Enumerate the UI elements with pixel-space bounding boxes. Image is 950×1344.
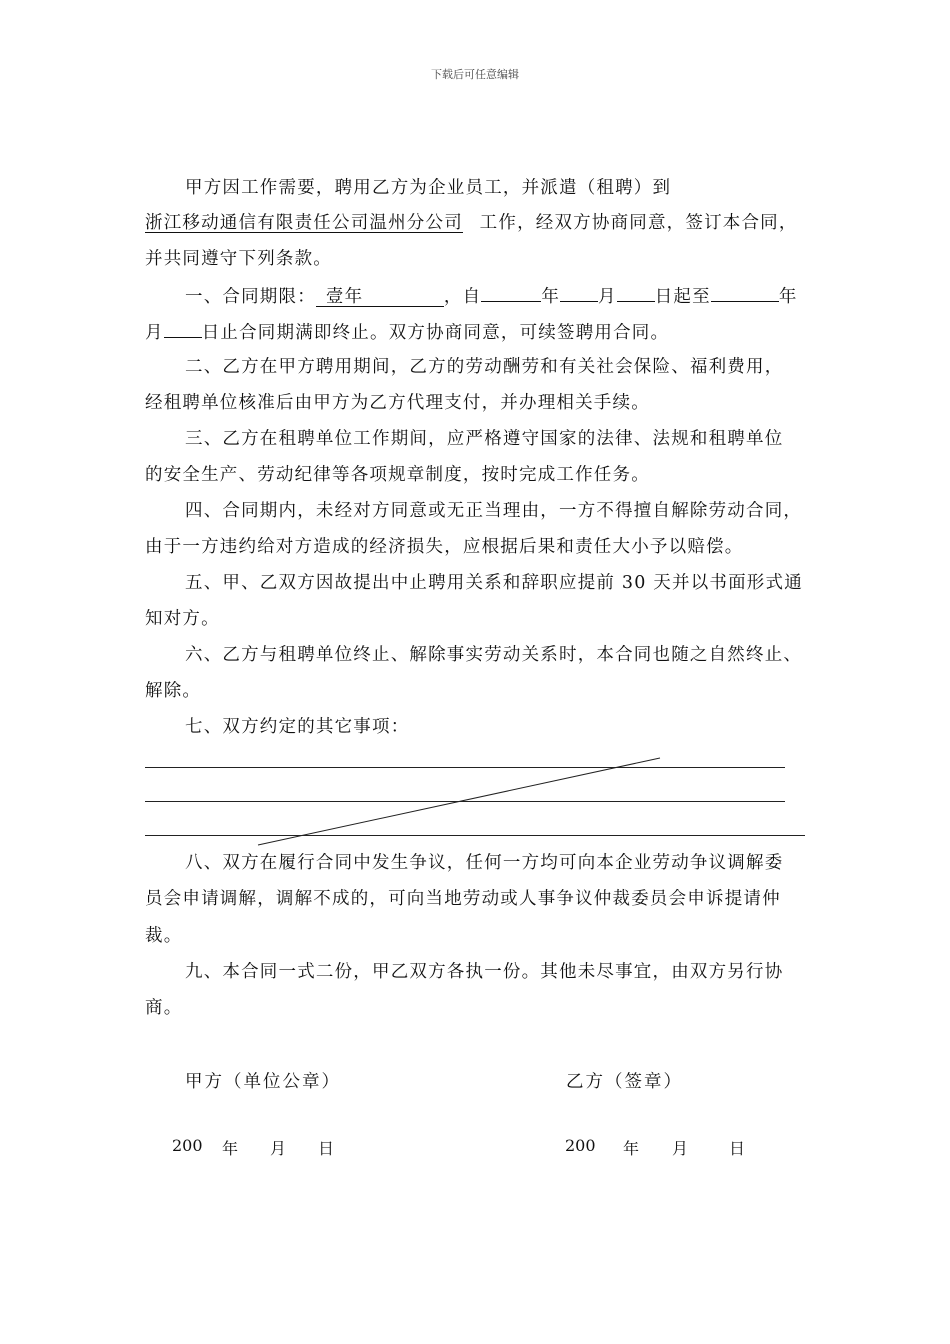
clause8-line-1: 八、双方在履行合同中发生争议，任何一方均可向本企业劳动争议调解委	[185, 853, 784, 873]
party-b-sign-label: 乙方（签章）	[566, 1072, 683, 1092]
end-year-label: 年	[778, 287, 798, 307]
clause3-line-1: 三、乙方在租聘单位工作期间，应严格遵守国家的法律、法规和租聘单位	[185, 429, 784, 449]
company-name: 浙江移动通信有限责任公司温州分公司	[145, 213, 463, 233]
party-b-date-y: 年	[623, 1139, 640, 1158]
clause3-line-2: 的安全生产、劳动纪律等各项规章制度，按时完成工作任务。	[145, 465, 650, 485]
clause9-line-2: 商。	[145, 998, 183, 1018]
party-a-date-m: 月	[270, 1139, 287, 1158]
clause6-line-2: 解除。	[145, 681, 202, 701]
clause5-line-1: 五、甲、乙双方因故提出中止聘用关系和辞职应提前 30 天并以书面形式通	[185, 573, 803, 593]
clause4-line-2: 由于一方违约给对方造成的经济损失，应根据后果和责任大小予以赔偿。	[145, 537, 744, 557]
month-label: 月	[598, 287, 617, 307]
clause1-until: 日起至	[654, 287, 711, 307]
clause2-line-1: 二、乙方在甲方聘用期间，乙方的劳动酬劳和有关社会保险、福利费用，	[185, 357, 784, 377]
clause2-line-2: 经租聘单位核准后由甲方为乙方代理支付，并办理相关手续。	[145, 393, 650, 413]
clause1-label: 一、合同期限：	[185, 287, 316, 307]
party-a-seal-label: 甲方（单位公章）	[185, 1072, 341, 1092]
page-header: 下载后可任意编辑	[431, 68, 519, 81]
clause1-line-2-text: 日止合同期满即终止。双方协商同意，可续签聘用合同。	[201, 323, 670, 343]
clause6-line-1: 六、乙方与租聘单位终止、解除事实劳动关系时，本合同也随之自然终止、	[185, 645, 803, 665]
party-a-date-d: 日	[318, 1139, 335, 1158]
party-a-date-year: 200	[172, 1136, 203, 1155]
party-a-date-y: 年	[222, 1139, 239, 1158]
party-b-date-m: 月	[672, 1139, 689, 1158]
clause8-line-3: 裁。	[145, 926, 183, 946]
end-month-label: 月	[145, 323, 164, 343]
clause7-line: 七、双方约定的其它事项：	[185, 717, 410, 737]
term-value: 壹年	[316, 288, 444, 307]
intro-line-1: 甲方因工作需要，聘用乙方为企业员工，并派遣（租聘）到	[185, 178, 672, 198]
party-b-date-d: 日	[729, 1139, 746, 1158]
party-b-date-year: 200	[565, 1136, 596, 1155]
clause1-from: ，自	[443, 287, 482, 307]
intro-line-2-rest: 工作，经双方协商同意，签订本合同，	[479, 213, 798, 233]
year-label: 年	[541, 287, 561, 307]
intro-line-3: 并共同遵守下列条款。	[145, 249, 332, 269]
clause5-line-2: 知对方。	[145, 609, 220, 629]
clause9-line-1: 九、本合同一式二份，甲乙双方各执一份。其他未尽事宜，由双方另行协	[185, 962, 784, 982]
clause4-line-1: 四、合同期内，未经对方同意或无正当理由，一方不得擅自解除劳动合同，	[185, 501, 803, 521]
clause8-line-2: 员会申请调解，调解不成的，可向当地劳动或人事争议仲裁委员会申诉提请仲	[145, 889, 781, 909]
